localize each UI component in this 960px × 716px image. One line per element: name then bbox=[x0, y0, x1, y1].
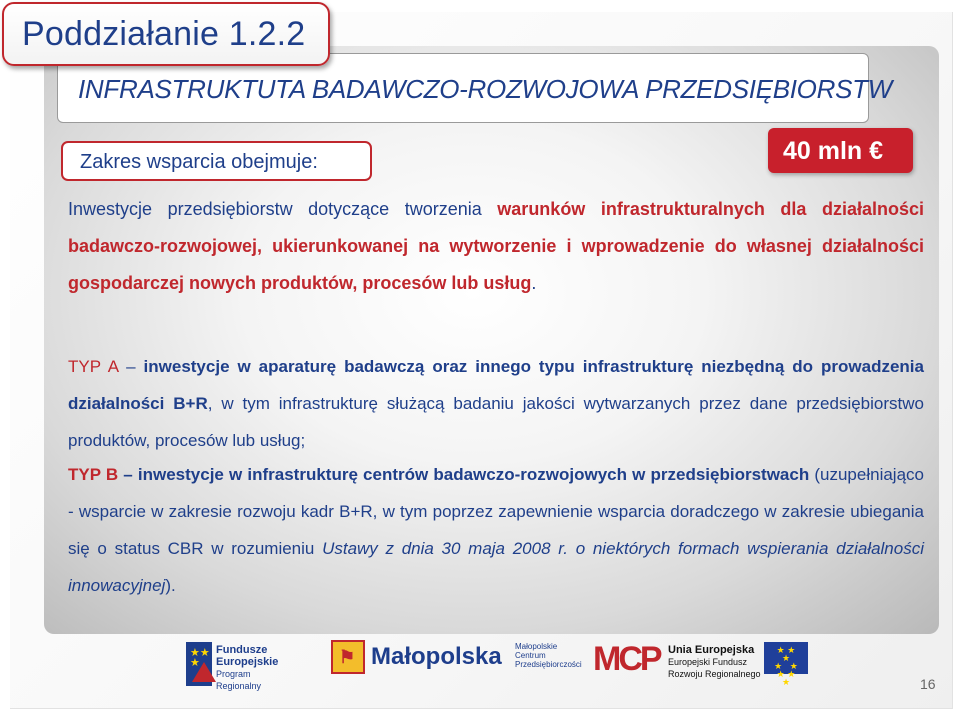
typ-b-law: Ustawy z dnia 30 maja 2008 r. o niektórych formach wspierania działalności innowacyjnej bbox=[68, 539, 924, 595]
typ-b-label: TYP B bbox=[68, 465, 119, 484]
mcp-logo-text: Małopolskie Centrum Przedsiębiorczości bbox=[515, 642, 582, 669]
typ-a-rest: , w tym infrastrukturę służącą badaniu jakości wytwarzanych przez dane przedsiębiorstwo produktów, procesów lub usług; bbox=[68, 394, 924, 450]
slide-subtitle: INFRASTRUKTUTA BADAWCZO-ROZWOJOWA PRZEDSIĘBIORSTW bbox=[78, 74, 892, 104]
mcp-mark-icon: MCP bbox=[593, 640, 660, 678]
typ-b-lead: – inwestycje w infrastrukturę centrów badawczo-rozwojowych w przedsiębiorstwach bbox=[118, 465, 810, 484]
eu-logo bbox=[668, 642, 808, 688]
intro-emphasis: warunków infrastrukturalnych dla działalności badawczo-rozwojowej, ukierunkowanej na wytworzenie i wprowadzenie do własnej działalności gospodarczej nowych produktów, procesów lub usług bbox=[68, 199, 924, 293]
mcp-logo bbox=[515, 640, 660, 686]
intro-text: Inwestycje przedsiębiorstw dotyczące tworzenia bbox=[68, 199, 498, 219]
intro-paragraph bbox=[68, 191, 924, 302]
amount-value: 40 mln € bbox=[783, 137, 884, 165]
typ-b-paragraph bbox=[68, 456, 924, 604]
malopolska-logo: ⚑ Małopolska bbox=[331, 640, 493, 680]
scope-label: Zakres wsparcia obejmuje: bbox=[80, 151, 318, 173]
typ-b-rest: (uzupełniająco - wsparcie w zakresie rozwoju kadr B+R, w tym poprzez zapewnienie wsparcia doradczego w zakresie ubiegania się o status CBR w rozumieniu bbox=[68, 465, 924, 558]
malopolska-crest-icon: ⚑ bbox=[331, 640, 365, 674]
typ-a-lead: inwestycje w aparaturę badawczą oraz innego typu infrastrukturę niezbędną do prowadzenia działalności B+R bbox=[68, 357, 924, 413]
typ-a-label: TYP A bbox=[68, 357, 119, 376]
eu-flag-icon: ★ ★ ★ ★ ★ ★ ★ ★ bbox=[764, 642, 808, 674]
typ-a-paragraph bbox=[68, 348, 924, 459]
fe-logo-text: Fundusze Europejskie Program Regionalny bbox=[216, 644, 279, 691]
fe-flag-icon: ★★ ★ bbox=[186, 642, 212, 686]
eu-logo-text: Unia Europejska Europejski Fundusz Rozwoju Regionalnego bbox=[668, 644, 761, 679]
fundusze-europejskie-logo bbox=[186, 642, 292, 690]
typ-a-dash: – bbox=[118, 357, 144, 376]
slide-title: Poddziałanie 1.2.2 bbox=[22, 15, 306, 53]
page-number: 16 bbox=[920, 676, 936, 692]
intro-period: . bbox=[531, 273, 537, 293]
typ-b-close: ). bbox=[165, 576, 176, 595]
